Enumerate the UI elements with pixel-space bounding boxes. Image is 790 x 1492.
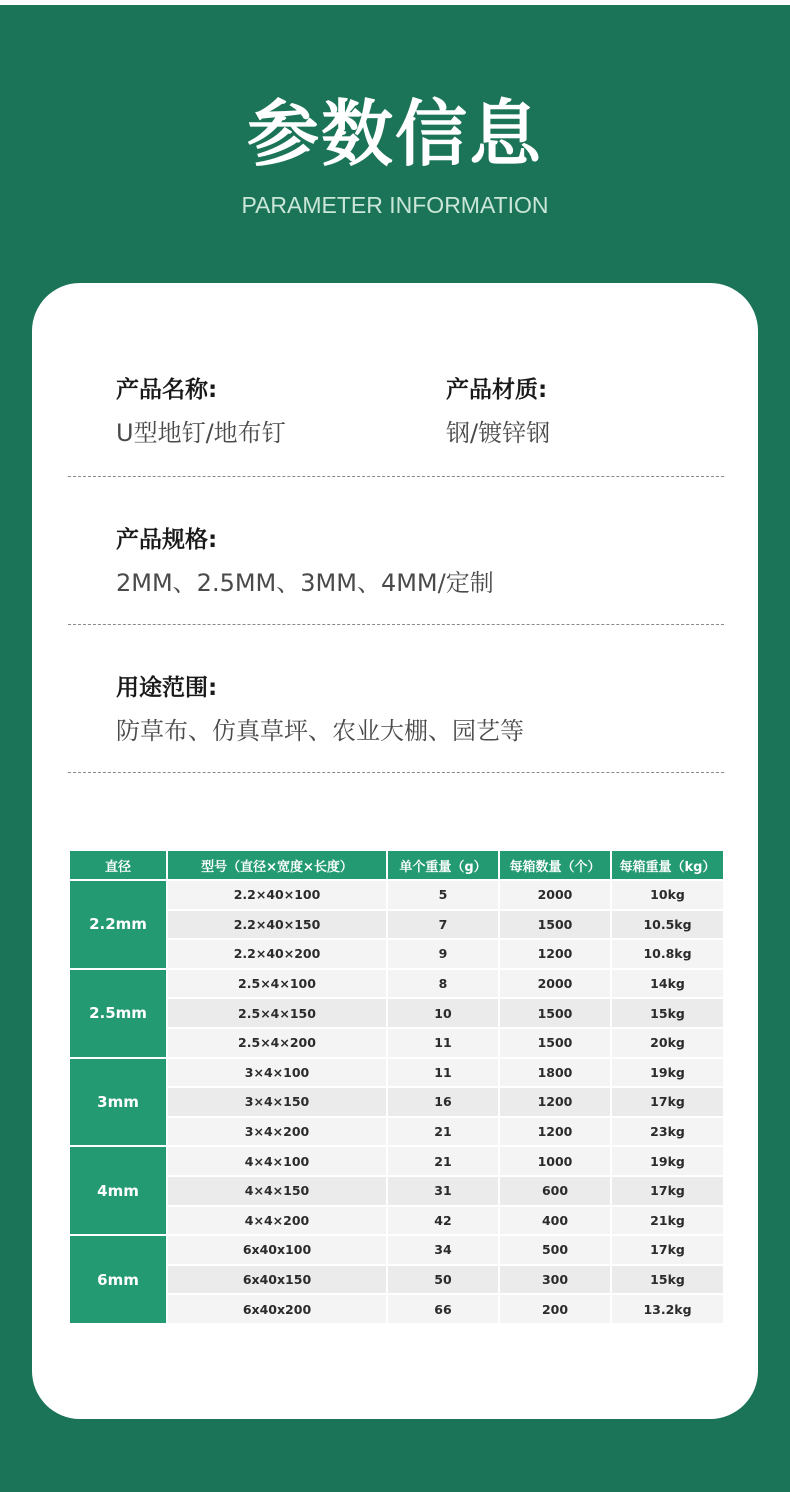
table-row: [70, 970, 723, 998]
divider: [68, 476, 724, 477]
model-cell: 2.5×4×200: [168, 1029, 386, 1057]
product-material-value: 钢/镀锌钢: [446, 419, 551, 447]
box-quantity-cell: 1500: [500, 999, 610, 1027]
table-row: [70, 1088, 723, 1116]
header-box-weight: 每箱重量（kg）: [612, 851, 723, 879]
unit-weight-cell: 66: [388, 1295, 498, 1323]
box-weight-cell: 15kg: [612, 1266, 723, 1294]
box-quantity-cell: 400: [500, 1207, 610, 1235]
table-row: [70, 940, 723, 968]
page-title: 参数信息: [246, 92, 543, 176]
box-weight-cell: 21kg: [612, 1207, 723, 1235]
usage-scope-value: 防草布、仿真草坪、农业大棚、园艺等: [116, 717, 524, 745]
box-quantity-cell: 200: [500, 1295, 610, 1323]
box-weight-cell: 20kg: [612, 1029, 723, 1057]
unit-weight-cell: 50: [388, 1266, 498, 1294]
box-quantity-cell: 1500: [500, 911, 610, 939]
box-quantity-cell: 1800: [500, 1059, 610, 1087]
table-header-row: [70, 851, 723, 879]
product-material-label: 产品材质:: [446, 377, 548, 403]
box-quantity-cell: 2000: [500, 970, 610, 998]
field-usage-scope: [116, 673, 524, 747]
box-quantity-cell: 600: [500, 1177, 610, 1205]
product-name-label: 产品名称:: [116, 377, 218, 403]
table-row: [70, 1059, 723, 1087]
model-cell: 2.5×4×100: [168, 970, 386, 998]
table-row: [70, 1118, 723, 1146]
diameter-group-cell: 6mm: [70, 1236, 166, 1323]
box-quantity-cell: 1200: [500, 940, 610, 968]
diameter-group-cell: 2.2mm: [70, 881, 166, 968]
model-cell: 4×4×150: [168, 1177, 386, 1205]
product-spec-value: 2MM、2.5MM、3MM、4MM/定制: [116, 569, 494, 597]
unit-weight-cell: 31: [388, 1177, 498, 1205]
box-weight-cell: 17kg: [612, 1177, 723, 1205]
unit-weight-cell: 11: [388, 1059, 498, 1087]
usage-scope-label: 用途范围:: [116, 675, 218, 701]
unit-weight-cell: 42: [388, 1207, 498, 1235]
header-box-quantity: 每箱数量（个）: [500, 851, 610, 879]
diameter-group-cell: 3mm: [70, 1059, 166, 1146]
model-cell: 4×4×100: [168, 1147, 386, 1175]
table-row: [70, 999, 723, 1027]
model-cell: 2.5×4×150: [168, 999, 386, 1027]
box-weight-cell: 10.8kg: [612, 940, 723, 968]
model-cell: 3×4×150: [168, 1088, 386, 1116]
box-weight-cell: 19kg: [612, 1059, 723, 1087]
model-cell: 6x40x150: [168, 1266, 386, 1294]
box-weight-cell: 10.5kg: [612, 911, 723, 939]
table-row: [70, 1266, 723, 1294]
unit-weight-cell: 21: [388, 1147, 498, 1175]
diameter-group-cell: 4mm: [70, 1147, 166, 1234]
table-row: [70, 1295, 723, 1323]
info-card: [32, 283, 758, 1419]
diameter-group-cell: 2.5mm: [70, 970, 166, 1057]
header-diameter: 直径: [70, 851, 166, 879]
divider: [68, 624, 724, 625]
box-quantity-cell: 1200: [500, 1118, 610, 1146]
model-cell: 4×4×200: [168, 1207, 386, 1235]
table-row: [70, 1177, 723, 1205]
box-quantity-cell: 1000: [500, 1147, 610, 1175]
field-product-material: [446, 375, 550, 449]
unit-weight-cell: 9: [388, 940, 498, 968]
box-weight-cell: 14kg: [612, 970, 723, 998]
header-unit-weight: 单个重量（g）: [388, 851, 498, 879]
model-cell: 3×4×200: [168, 1118, 386, 1146]
box-weight-cell: 15kg: [612, 999, 723, 1027]
box-quantity-cell: 300: [500, 1266, 610, 1294]
product-name-value: U型地钉/地布钉: [116, 419, 286, 447]
unit-weight-cell: 21: [388, 1118, 498, 1146]
field-product-spec: [116, 525, 494, 599]
box-weight-cell: 19kg: [612, 1147, 723, 1175]
table-row: [70, 881, 723, 909]
unit-weight-cell: 10: [388, 999, 498, 1027]
unit-weight-cell: 34: [388, 1236, 498, 1264]
header-model: 型号（直径×宽度×长度）: [168, 851, 386, 879]
top-strip: [0, 0, 790, 5]
box-weight-cell: 13.2kg: [612, 1295, 723, 1323]
page-subtitle: PARAMETER INFORMATION: [241, 192, 549, 218]
table-row: [70, 1207, 723, 1235]
model-cell: 6x40x200: [168, 1295, 386, 1323]
box-weight-cell: 17kg: [612, 1236, 723, 1264]
box-quantity-cell: 500: [500, 1236, 610, 1264]
box-quantity-cell: 1200: [500, 1088, 610, 1116]
model-cell: 3×4×100: [168, 1059, 386, 1087]
product-spec-label: 产品规格:: [116, 527, 218, 553]
spec-table: [68, 849, 725, 1325]
box-quantity-cell: 2000: [500, 881, 610, 909]
model-cell: 2.2×40×200: [168, 940, 386, 968]
box-weight-cell: 10kg: [612, 881, 723, 909]
table-row: [70, 1147, 723, 1175]
box-quantity-cell: 1500: [500, 1029, 610, 1057]
field-product-name: [116, 375, 286, 449]
unit-weight-cell: 11: [388, 1029, 498, 1057]
model-cell: 6x40x100: [168, 1236, 386, 1264]
unit-weight-cell: 5: [388, 881, 498, 909]
divider: [68, 772, 724, 773]
unit-weight-cell: 8: [388, 970, 498, 998]
table-row: [70, 1236, 723, 1264]
box-weight-cell: 23kg: [612, 1118, 723, 1146]
unit-weight-cell: 16: [388, 1088, 498, 1116]
unit-weight-cell: 7: [388, 911, 498, 939]
model-cell: 2.2×40×100: [168, 881, 386, 909]
table-row: [70, 1029, 723, 1057]
table-row: [70, 911, 723, 939]
box-weight-cell: 17kg: [612, 1088, 723, 1116]
model-cell: 2.2×40×150: [168, 911, 386, 939]
